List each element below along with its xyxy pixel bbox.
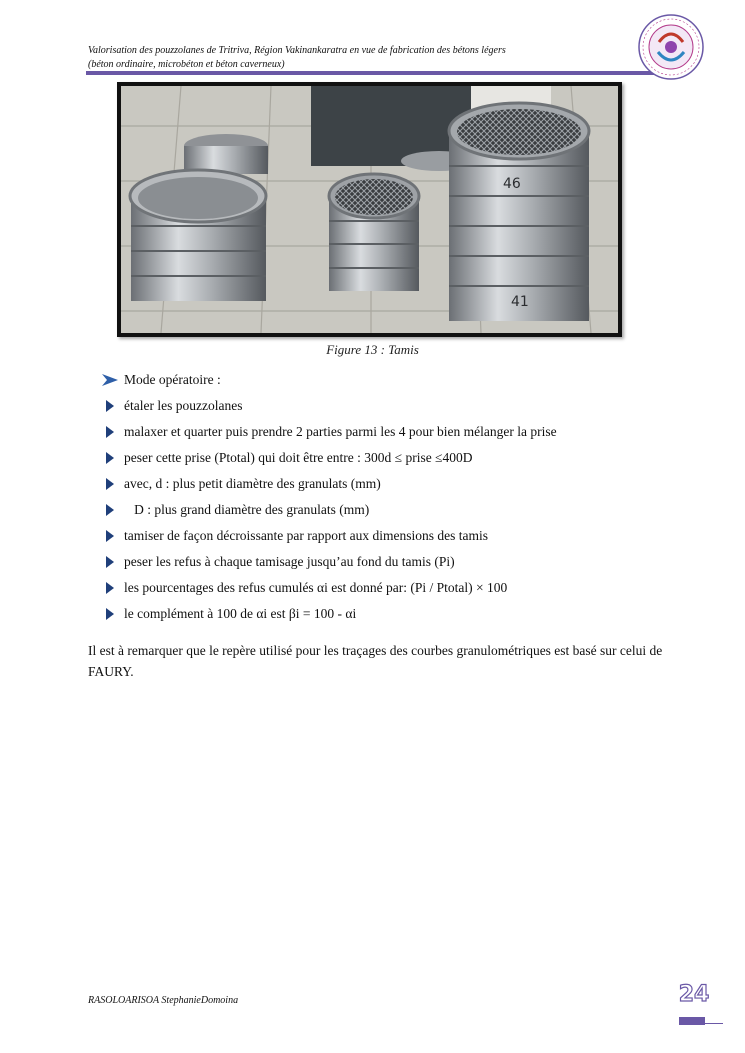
list-item bbox=[96, 497, 696, 523]
list-item bbox=[96, 471, 696, 497]
list-item bbox=[96, 601, 696, 627]
triangle-bullet-icon bbox=[96, 478, 124, 490]
list-item-text: étaler les pouzzolanes bbox=[124, 398, 243, 413]
list-item-text: tamiser de façon décroissante par rapport aux dimensions des tamis bbox=[124, 528, 489, 543]
list-item bbox=[96, 367, 696, 393]
sieve-label-46: 46 bbox=[503, 176, 521, 192]
list-item bbox=[96, 419, 696, 445]
triangle-bullet-icon bbox=[96, 400, 124, 412]
list-item-text: les pourcentages des refus cumulés αi est donné par: (Pi / Ptotal) × 100 bbox=[124, 580, 508, 595]
triangle-bullet-icon bbox=[96, 452, 124, 464]
list-item bbox=[96, 393, 696, 419]
list-item-text: avec, d : plus petit diamètre des granulats (mm) bbox=[124, 476, 381, 491]
page-number-line bbox=[705, 1023, 723, 1024]
running-header bbox=[88, 44, 628, 72]
list-item-text: malaxer et quarter puis prendre 2 parties parmi les 4 pour bien mélanger la prise bbox=[124, 424, 557, 439]
list-item bbox=[96, 523, 696, 549]
header-title-line1: Valorisation des pouzzolanes de Tritriva, Région Vakinankaratra en vue de fabrication des bétons légers bbox=[88, 45, 506, 56]
list-item-text: peser les refus à chaque tamisage jusqu’au fond du tamis (Pi) bbox=[124, 554, 455, 569]
sieve-label-41: 41 bbox=[511, 294, 529, 310]
arrow-bullet-icon bbox=[96, 374, 124, 386]
procedure-list bbox=[96, 367, 696, 627]
list-item bbox=[96, 575, 696, 601]
figure-caption: Figure 13 : Tamis bbox=[326, 342, 419, 357]
triangle-bullet-icon bbox=[96, 608, 124, 620]
list-item-text: D : plus grand diamètre des granulats (mm) bbox=[124, 502, 370, 517]
list-item-text: peser cette prise (Ptotal) qui doit être entre : 300d ≤ prise ≤400D bbox=[124, 450, 473, 465]
triangle-bullet-icon bbox=[96, 530, 124, 542]
list-item-text: Mode opératoire : bbox=[124, 372, 221, 387]
sieves-photo bbox=[121, 86, 618, 333]
triangle-bullet-icon bbox=[96, 582, 124, 594]
university-seal-icon bbox=[636, 12, 706, 82]
footer-author: RASOLOARISOA StephanieDomoina bbox=[88, 995, 239, 1006]
page-number-bar bbox=[679, 1017, 705, 1025]
sieves-photo-frame bbox=[117, 82, 622, 337]
triangle-bullet-icon bbox=[96, 504, 124, 516]
body-paragraph: Il est à remarquer que le repère utilisé pour les traçages des courbes granulométriques est basé sur celui de FAURY. bbox=[88, 643, 663, 679]
list-item-text: le complément à 100 de αi est βi = 100 - αi bbox=[124, 606, 357, 621]
page-number: 24 bbox=[678, 982, 710, 1007]
triangle-bullet-icon bbox=[96, 556, 124, 568]
list-item bbox=[96, 549, 696, 575]
triangle-bullet-icon bbox=[96, 426, 124, 438]
header-rule bbox=[86, 71, 658, 75]
header-title-line2: (béton ordinaire, microbéton et béton caverneux) bbox=[88, 59, 285, 70]
list-item bbox=[96, 445, 696, 471]
